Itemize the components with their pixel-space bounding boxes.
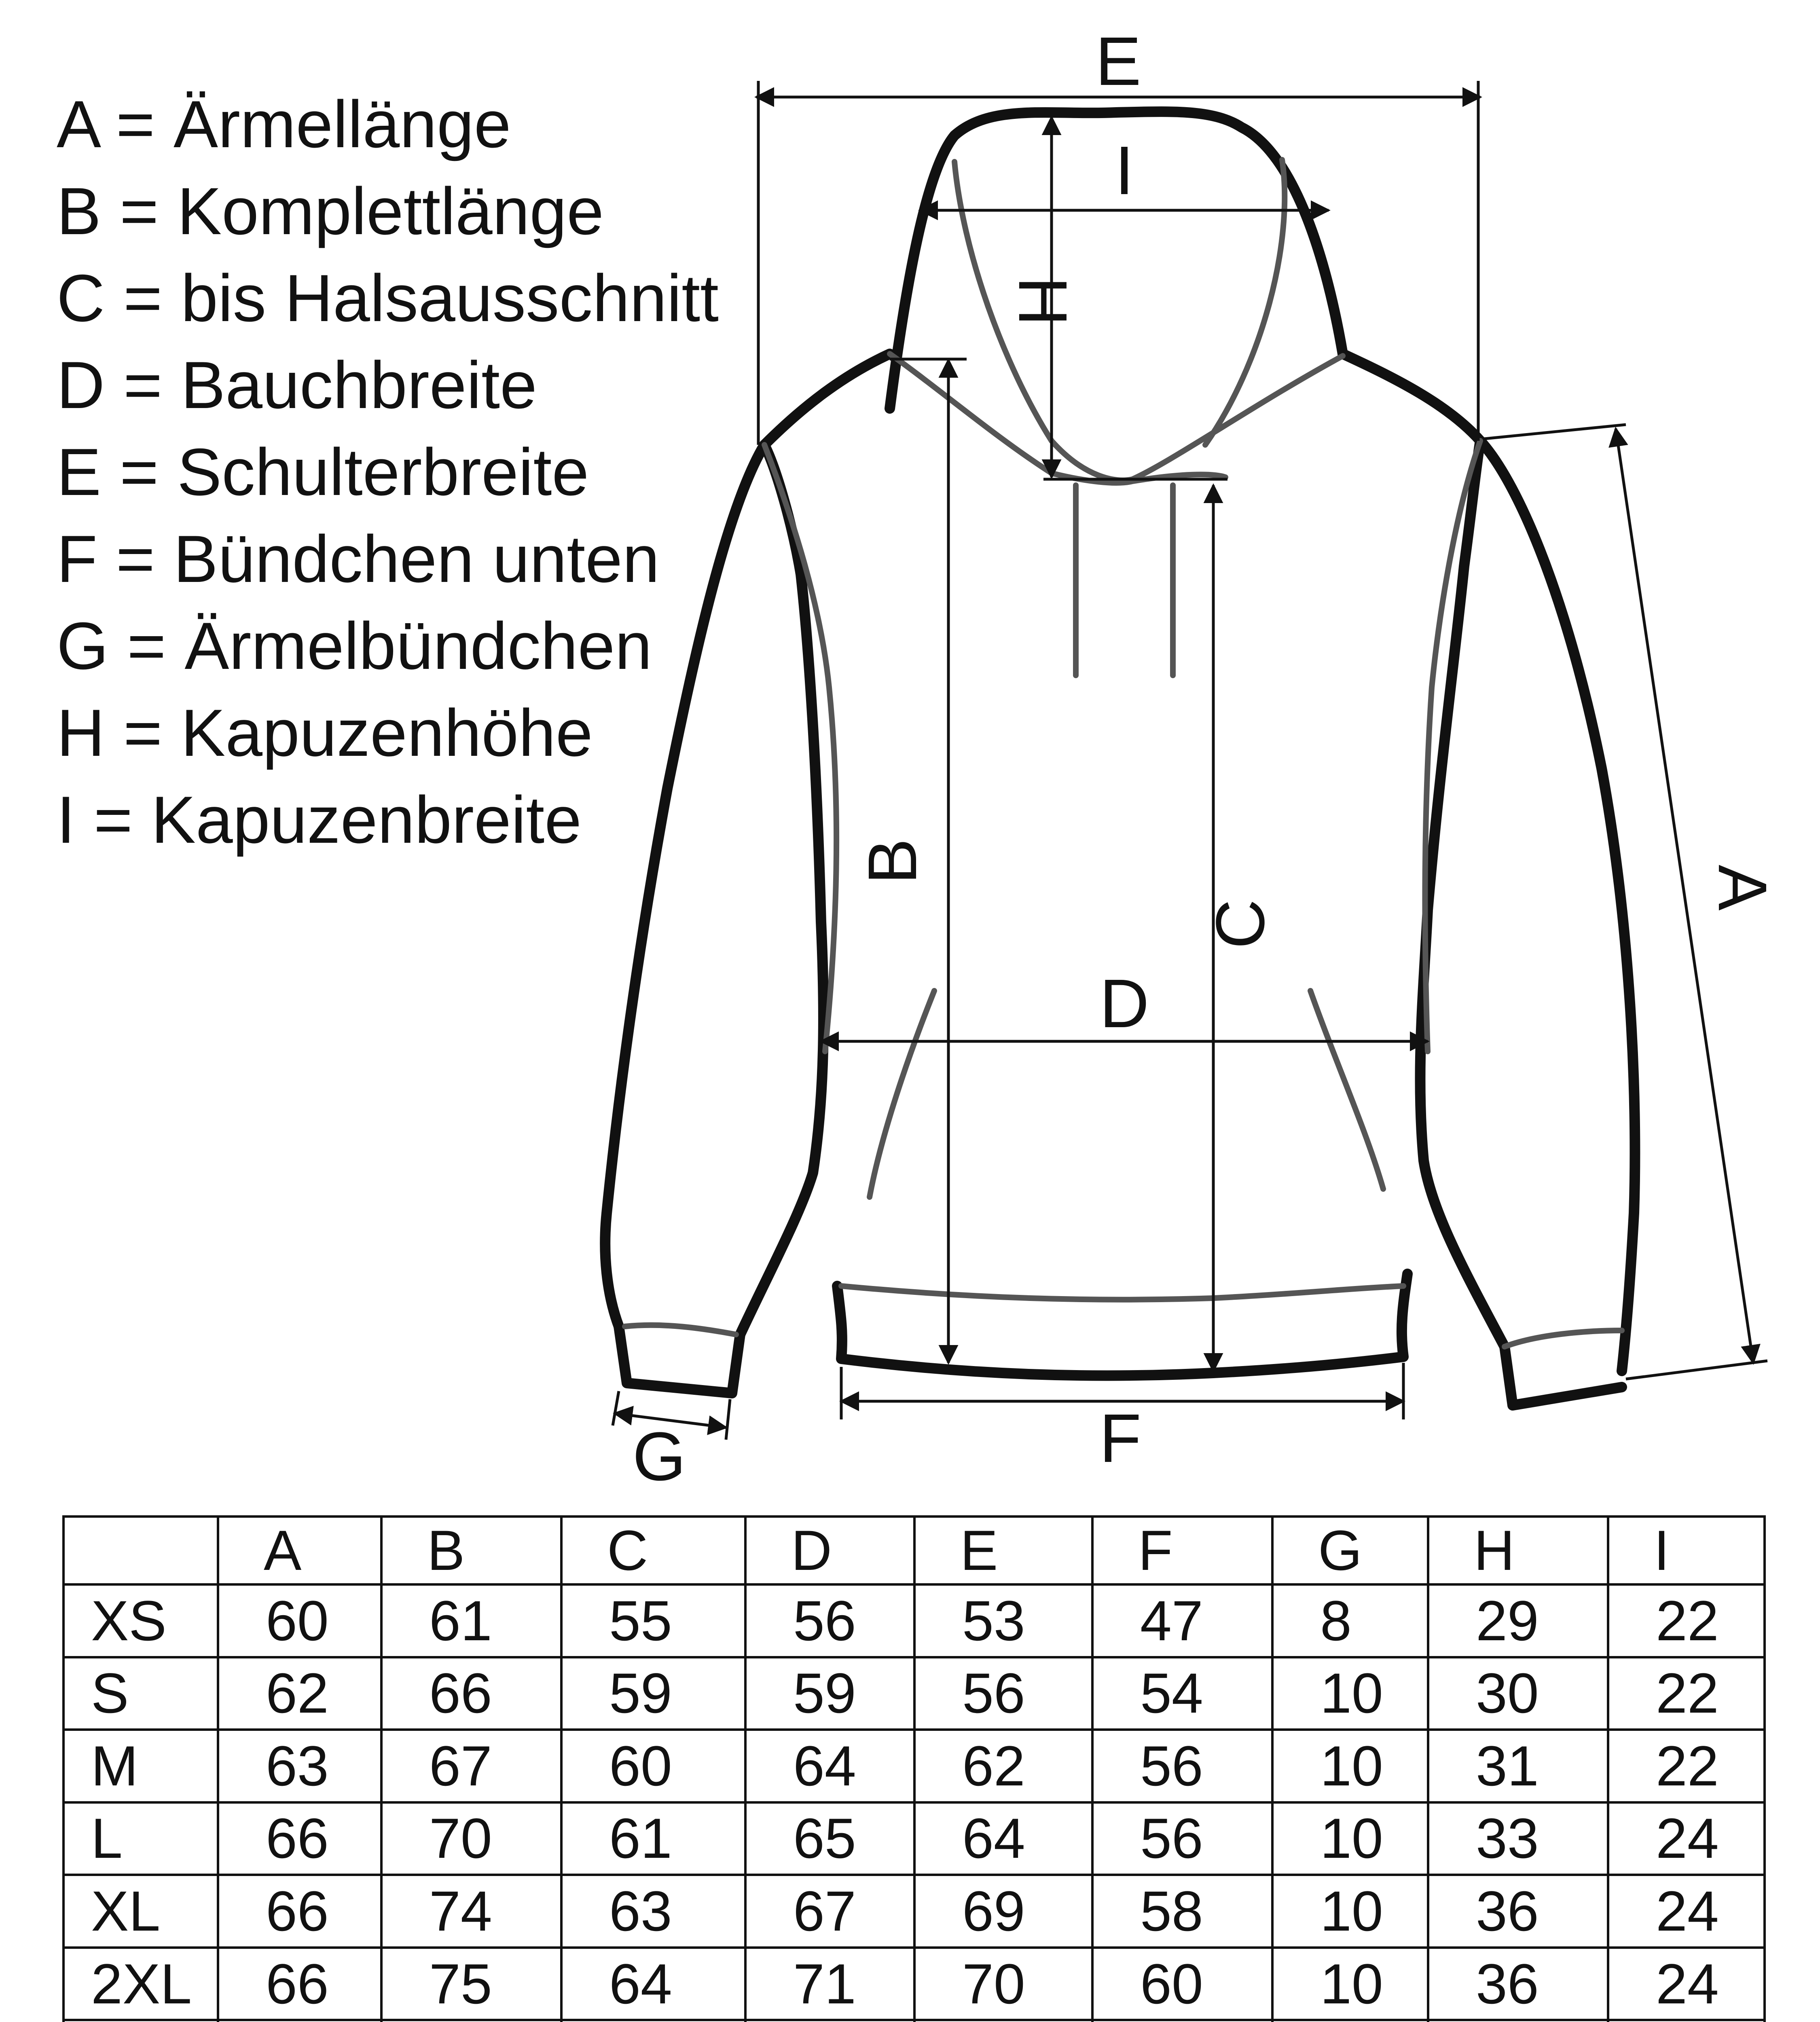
table-row — [63, 1657, 1765, 1730]
size-label-cell — [63, 2020, 218, 2022]
table-row — [63, 1875, 1765, 1948]
measurement-cell: 74 — [381, 1875, 561, 1948]
dimension-label-d: D — [1099, 965, 1149, 1042]
measurement-cell — [1092, 2020, 1272, 2022]
table-header-cell: F — [1092, 1516, 1272, 1584]
measurement-cell: 75 — [381, 1948, 561, 2020]
measurement-cell: 10 — [1272, 1802, 1428, 1875]
measurement-cell: 54 — [1092, 1657, 1272, 1730]
measurement-cell: 56 — [745, 1584, 914, 1657]
measurement-cell: 69 — [914, 1875, 1092, 1948]
measurement-cell: 55 — [561, 1584, 745, 1657]
extension-line-g-right — [726, 1399, 730, 1440]
measurement-legend — [57, 81, 744, 863]
legend-item-g: G = Ärmelbündchen — [57, 609, 652, 683]
legend-item-c: C = bis Halsausschnitt — [57, 261, 719, 335]
measurement-cell: 56 — [914, 1657, 1092, 1730]
measurement-cell: 24 — [1608, 1948, 1765, 2020]
size-label-cell: S — [63, 1657, 218, 1730]
measurement-cell — [1608, 2020, 1765, 2022]
legend-item-i: I = Kapuzenbreite — [57, 783, 582, 857]
table-header-cell: I — [1608, 1516, 1765, 1584]
measurement-cell: 33 — [1428, 1802, 1608, 1875]
size-label-cell: L — [63, 1802, 218, 1875]
measurement-cell: 67 — [745, 1875, 914, 1948]
table-row — [63, 1584, 1765, 1657]
size-label-cell: M — [63, 1730, 218, 1802]
measurement-cell: 10 — [1272, 1875, 1428, 1948]
dimension-label-i: I — [1115, 132, 1134, 209]
measurement-cell: 24 — [1608, 1875, 1765, 1948]
table-corner-cell — [63, 1516, 218, 1584]
measurement-cell: 61 — [381, 1584, 561, 1657]
size-table — [62, 1515, 1766, 2022]
measurement-cell: 70 — [914, 1948, 1092, 2020]
measurement-cell: 31 — [1428, 1730, 1608, 1802]
measurement-cell: 36 — [1428, 1875, 1608, 1948]
measurement-cell: 66 — [218, 1948, 381, 2020]
dimension-label-e: E — [1095, 23, 1141, 100]
measurement-cell — [381, 2020, 561, 2022]
measurement-cell: 70 — [381, 1802, 561, 1875]
measurement-cell: 62 — [914, 1730, 1092, 1802]
measurement-cell: 60 — [218, 1584, 381, 1657]
measurement-cell: 22 — [1608, 1584, 1765, 1657]
dimension-label-g: G — [632, 1418, 686, 1495]
measurement-cell: 29 — [1428, 1584, 1608, 1657]
legend-item-f: F = Bündchen unten — [57, 522, 660, 596]
measurement-cell — [218, 2020, 381, 2022]
measurement-cell — [1428, 2020, 1608, 2022]
table-header-cell: B — [381, 1516, 561, 1584]
measurement-cell: 56 — [1092, 1730, 1272, 1802]
table-row — [63, 1802, 1765, 1875]
measurement-cell: 8 — [1272, 1584, 1428, 1657]
dimension-label-a: A — [1704, 865, 1781, 911]
measurement-cell: 56 — [1092, 1802, 1272, 1875]
table-header-cell: G — [1272, 1516, 1428, 1584]
legend-item-d: D = Bauchbreite — [57, 348, 537, 422]
measurement-cell — [561, 2020, 745, 2022]
measurement-cell: 65 — [745, 1802, 914, 1875]
measurement-cell: 22 — [1608, 1730, 1765, 1802]
measurement-cell — [745, 2020, 914, 2022]
measurement-cell: 60 — [561, 1730, 745, 1802]
legend-item-b: B = Komplettlänge — [57, 174, 604, 248]
measurement-cell: 10 — [1272, 1730, 1428, 1802]
table-header-row — [63, 1516, 1765, 1584]
measurement-cell: 66 — [218, 1802, 381, 1875]
table-header-cell: C — [561, 1516, 745, 1584]
size-label-cell: XL — [63, 1875, 218, 1948]
measurement-cell: 59 — [745, 1657, 914, 1730]
table-row — [63, 1948, 1765, 2020]
dimension-label-h: H — [1004, 276, 1081, 326]
measurement-cell: 60 — [1092, 1948, 1272, 2020]
measurement-cell: 22 — [1608, 1657, 1765, 1730]
measurement-cell: 63 — [218, 1730, 381, 1802]
extension-line-a-top — [1484, 425, 1626, 439]
table-header-cell: E — [914, 1516, 1092, 1584]
measurement-cell: 58 — [1092, 1875, 1272, 1948]
hoodie-inner-lines — [625, 160, 1622, 1347]
legend-item-h: H = Kapuzenhöhe — [57, 696, 593, 770]
measurement-cell: 36 — [1428, 1948, 1608, 2020]
legend-item-a: A = Ärmellänge — [57, 87, 511, 161]
table-header-cell: H — [1428, 1516, 1608, 1584]
measurement-cell: 61 — [561, 1802, 745, 1875]
measurement-cell: 10 — [1272, 1657, 1428, 1730]
dimension-label-c: C — [1202, 899, 1279, 949]
measurement-cell: 66 — [218, 1875, 381, 1948]
measurement-cell: 64 — [561, 1948, 745, 2020]
table-row — [63, 1730, 1765, 1802]
measurement-cell: 63 — [561, 1875, 745, 1948]
table-header-cell: A — [218, 1516, 381, 1584]
dimension-label-f: F — [1099, 1400, 1141, 1477]
table-header-cell: D — [745, 1516, 914, 1584]
size-label-cell: 2XL — [63, 1948, 218, 2020]
dimension-label-b: B — [854, 838, 931, 884]
extension-line-a-bottom — [1626, 1361, 1767, 1379]
measurement-cell: 64 — [914, 1802, 1092, 1875]
measurement-cell: 47 — [1092, 1584, 1272, 1657]
table-row — [63, 2020, 1765, 2022]
measurement-cell: 59 — [561, 1657, 745, 1730]
measurement-cell — [914, 2020, 1092, 2022]
measurement-cell — [1272, 2020, 1428, 2022]
measurement-cell: 10 — [1272, 1948, 1428, 2020]
size-label-cell: XS — [63, 1584, 218, 1657]
measurement-cell: 62 — [218, 1657, 381, 1730]
measurement-cell: 67 — [381, 1730, 561, 1802]
measurement-cell: 53 — [914, 1584, 1092, 1657]
measurement-cell: 24 — [1608, 1802, 1765, 1875]
measurement-cell: 30 — [1428, 1657, 1608, 1730]
legend-item-e: E = Schulterbreite — [57, 435, 589, 509]
measurement-cell: 71 — [745, 1948, 914, 2020]
extension-line-g-left — [613, 1391, 619, 1426]
measurement-cell: 66 — [381, 1657, 561, 1730]
measurement-cell: 64 — [745, 1730, 914, 1802]
